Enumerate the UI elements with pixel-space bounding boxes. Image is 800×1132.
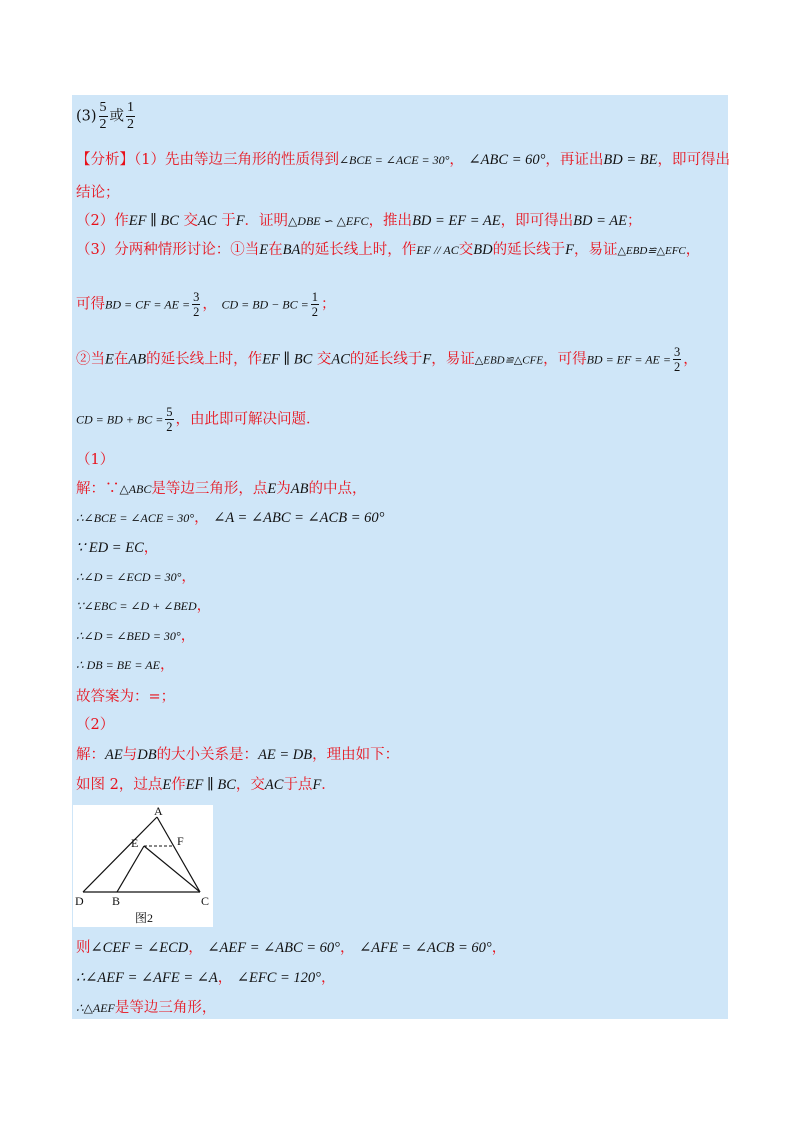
math: △DBE ∽ △EFC [288,214,369,228]
math: F [235,213,245,229]
math: F [422,351,432,368]
part3-answer [76,100,137,133]
math: AB [290,481,309,497]
solution2-line-5 [76,998,216,1018]
text: ， [181,569,196,585]
part3-prefix: (3) [76,108,97,125]
label-A: A [154,805,163,818]
text: ， [143,540,159,556]
text: ． [321,777,336,793]
math: ∴∠BCE = ∠ACE = 30° [76,511,195,525]
math: F [312,777,322,793]
math: DB [137,747,157,763]
text: ， [194,510,209,526]
line-AD [83,817,157,892]
solution2-head [76,715,114,735]
text: ， [685,242,701,258]
text: 作 [171,777,186,793]
text: ，由此即可解决问题． [175,411,321,428]
analysis-line-3 [76,211,641,231]
math: CD = BD − BC = [221,297,309,312]
text: ②当 [76,351,105,368]
numerator: 1 [311,290,318,304]
text: 交 [183,213,199,229]
text: ， [339,940,355,956]
math: EF ∥ BC [185,777,236,793]
text: ，即可得出 [657,152,730,168]
math: BD [473,242,493,258]
text: 交 [458,242,474,258]
solution1-line-7 [76,655,174,675]
math: ∵ ED = EC [76,540,144,556]
text: ，易证 [431,351,475,368]
numerator: 3 [193,290,200,304]
text: 于点 [283,777,313,793]
text: ，交 [235,777,265,793]
text: 的延长线上时，作 [300,242,417,258]
text: ， [202,296,217,313]
math: ∠AFE = ∠ACB = 60° [359,940,492,956]
math: BD = AE [573,213,627,229]
text: ， [449,152,464,168]
analysis-line-1 [76,150,730,170]
solution2-line-1 [76,745,399,765]
solution1-line-1 [76,479,366,499]
math: EF ∥ BC [128,213,179,229]
triangle-diagram [73,805,213,927]
text: ， [320,970,336,986]
text: 的延长线于 [492,242,566,258]
denominator: 2 [99,117,107,132]
math: EF // AC [416,243,459,257]
numerator: 3 [673,345,681,359]
text: 的大小关系是： [156,747,259,763]
denominator: 2 [673,360,681,374]
math: E [105,351,114,368]
fraction [165,405,173,434]
text: ， [217,970,233,986]
math: BD = CF = AE = [105,297,191,312]
analysis-line-6 [76,345,698,374]
text: 于 [221,213,236,229]
text: （3）分两种情形讨论：①当 [76,242,260,258]
text: ，理由如下： [312,747,400,763]
math: ∠CEF = ∠ECD [90,940,189,956]
solution1-line-6 [76,626,195,646]
math: CD = BD + BC = [76,412,164,427]
math: E [267,481,277,497]
figure-2 [73,805,213,927]
math: E [162,777,172,793]
math: AC [198,213,217,229]
text: （1） [76,452,115,468]
math: AE [105,747,123,763]
math: ∠ABC = 60° [468,152,546,168]
analysis-line-2 [76,183,120,203]
math: ∠EFC = 120° [236,970,321,986]
label-B: B [112,894,121,908]
numerator: 5 [99,100,107,115]
analysis-line-4 [76,240,700,261]
label-E: E [131,836,139,850]
text: ，推出 [368,213,413,229]
solution1-line-5 [76,596,211,616]
text: 的延长线于 [349,351,423,368]
fraction [99,100,108,133]
math: EF ∥ BC [262,351,313,368]
text: 结论； [76,185,120,201]
text: 在 [113,351,129,368]
text: ， [196,598,212,614]
text: 可得 [76,296,105,313]
text: 则 [76,940,91,956]
math: △ABC [119,482,152,496]
math: ∠A = ∠ABC = ∠ACB = 60° [213,510,385,526]
math: F [565,242,574,258]
math: ∴△AEF [76,1001,115,1015]
analysis-line-7 [76,405,321,434]
math: AC [264,777,284,793]
text: 是等边三角形，点 [151,481,268,497]
solution1-line-8 [76,687,175,707]
analysis-tag: 【分析】 [76,152,134,168]
analysis-line-5 [76,290,335,319]
label-F: F [177,834,184,848]
label-D: D [75,894,84,908]
math: ∴∠D = ∠BED = 30° [76,629,181,643]
text: ，即可得出 [500,213,574,229]
text: 故答案为：=； [76,689,176,705]
fraction [126,100,135,133]
math: AE = DB [258,747,313,763]
fraction [311,290,319,319]
text: ； [626,213,642,229]
text: （2）作 [76,213,129,229]
text: ．证明 [244,213,289,229]
text: 如图 2，过点 [76,777,163,793]
math: BD = EF = AE = [586,352,671,367]
math: △EBD≌△EFC [617,245,686,257]
text: ； [320,296,336,313]
denominator: 2 [193,305,200,319]
math: ∴∠D = ∠ECD = 30° [76,570,182,584]
text: 解： [76,747,105,763]
text: ，再证出 [545,152,604,168]
solution1-head [76,450,114,470]
math: ∠BCE = ∠ACE = 30° [338,153,450,167]
text: ，可得 [543,351,587,368]
text: 交 [316,351,332,368]
math: BD = BE [603,152,658,168]
fraction [673,345,681,374]
text: 是等边三角形， [114,1000,217,1016]
text: 的延长线上时，作 [146,351,263,368]
text: （2） [76,717,115,733]
label-C: C [201,894,210,908]
math: AC [331,351,350,368]
line-EC [144,846,200,892]
numerator: 1 [127,100,135,115]
text: 与 [122,747,138,763]
denominator: 2 [311,305,318,319]
numerator: 5 [166,405,173,419]
text: （1）先由等边三角形的性质得到 [134,152,339,168]
solution1-line-3 [76,538,158,558]
math: E [259,242,269,258]
denominator: 2 [127,117,135,132]
solution2-line-2 [76,775,336,795]
text: ， [180,628,196,644]
math: ∵∠EBC = ∠D + ∠BED [76,599,197,613]
solution1-line-2 [76,508,384,528]
text: 在 [268,242,283,258]
solution1-line-4 [76,567,196,587]
text: ， [159,657,175,673]
figure-caption: 图2 [135,911,154,925]
text: 解：∵ [76,481,120,497]
math: ∴∠AEF = ∠AFE = ∠A [76,970,218,986]
text: ， [188,940,203,956]
fraction [192,290,200,319]
denominator: 2 [166,420,173,434]
text: 的中点， [308,481,367,497]
text: ， [683,351,698,368]
math: △EBD≌△CFE [474,354,544,367]
math: BA [282,242,301,258]
or-text: 或 [109,108,125,125]
solution2-line-3 [76,938,506,958]
math: ∴ DB = BE = AE [76,658,160,672]
text: ， [491,940,507,956]
math: ∠AEF = ∠ABC = 60° [207,940,340,956]
line-AC [157,817,200,892]
math: BD = EF = AE [412,213,501,229]
solution2-line-4 [76,968,335,988]
math: AB [128,351,147,368]
text: 为 [276,481,291,497]
text: ，易证 [573,242,618,258]
